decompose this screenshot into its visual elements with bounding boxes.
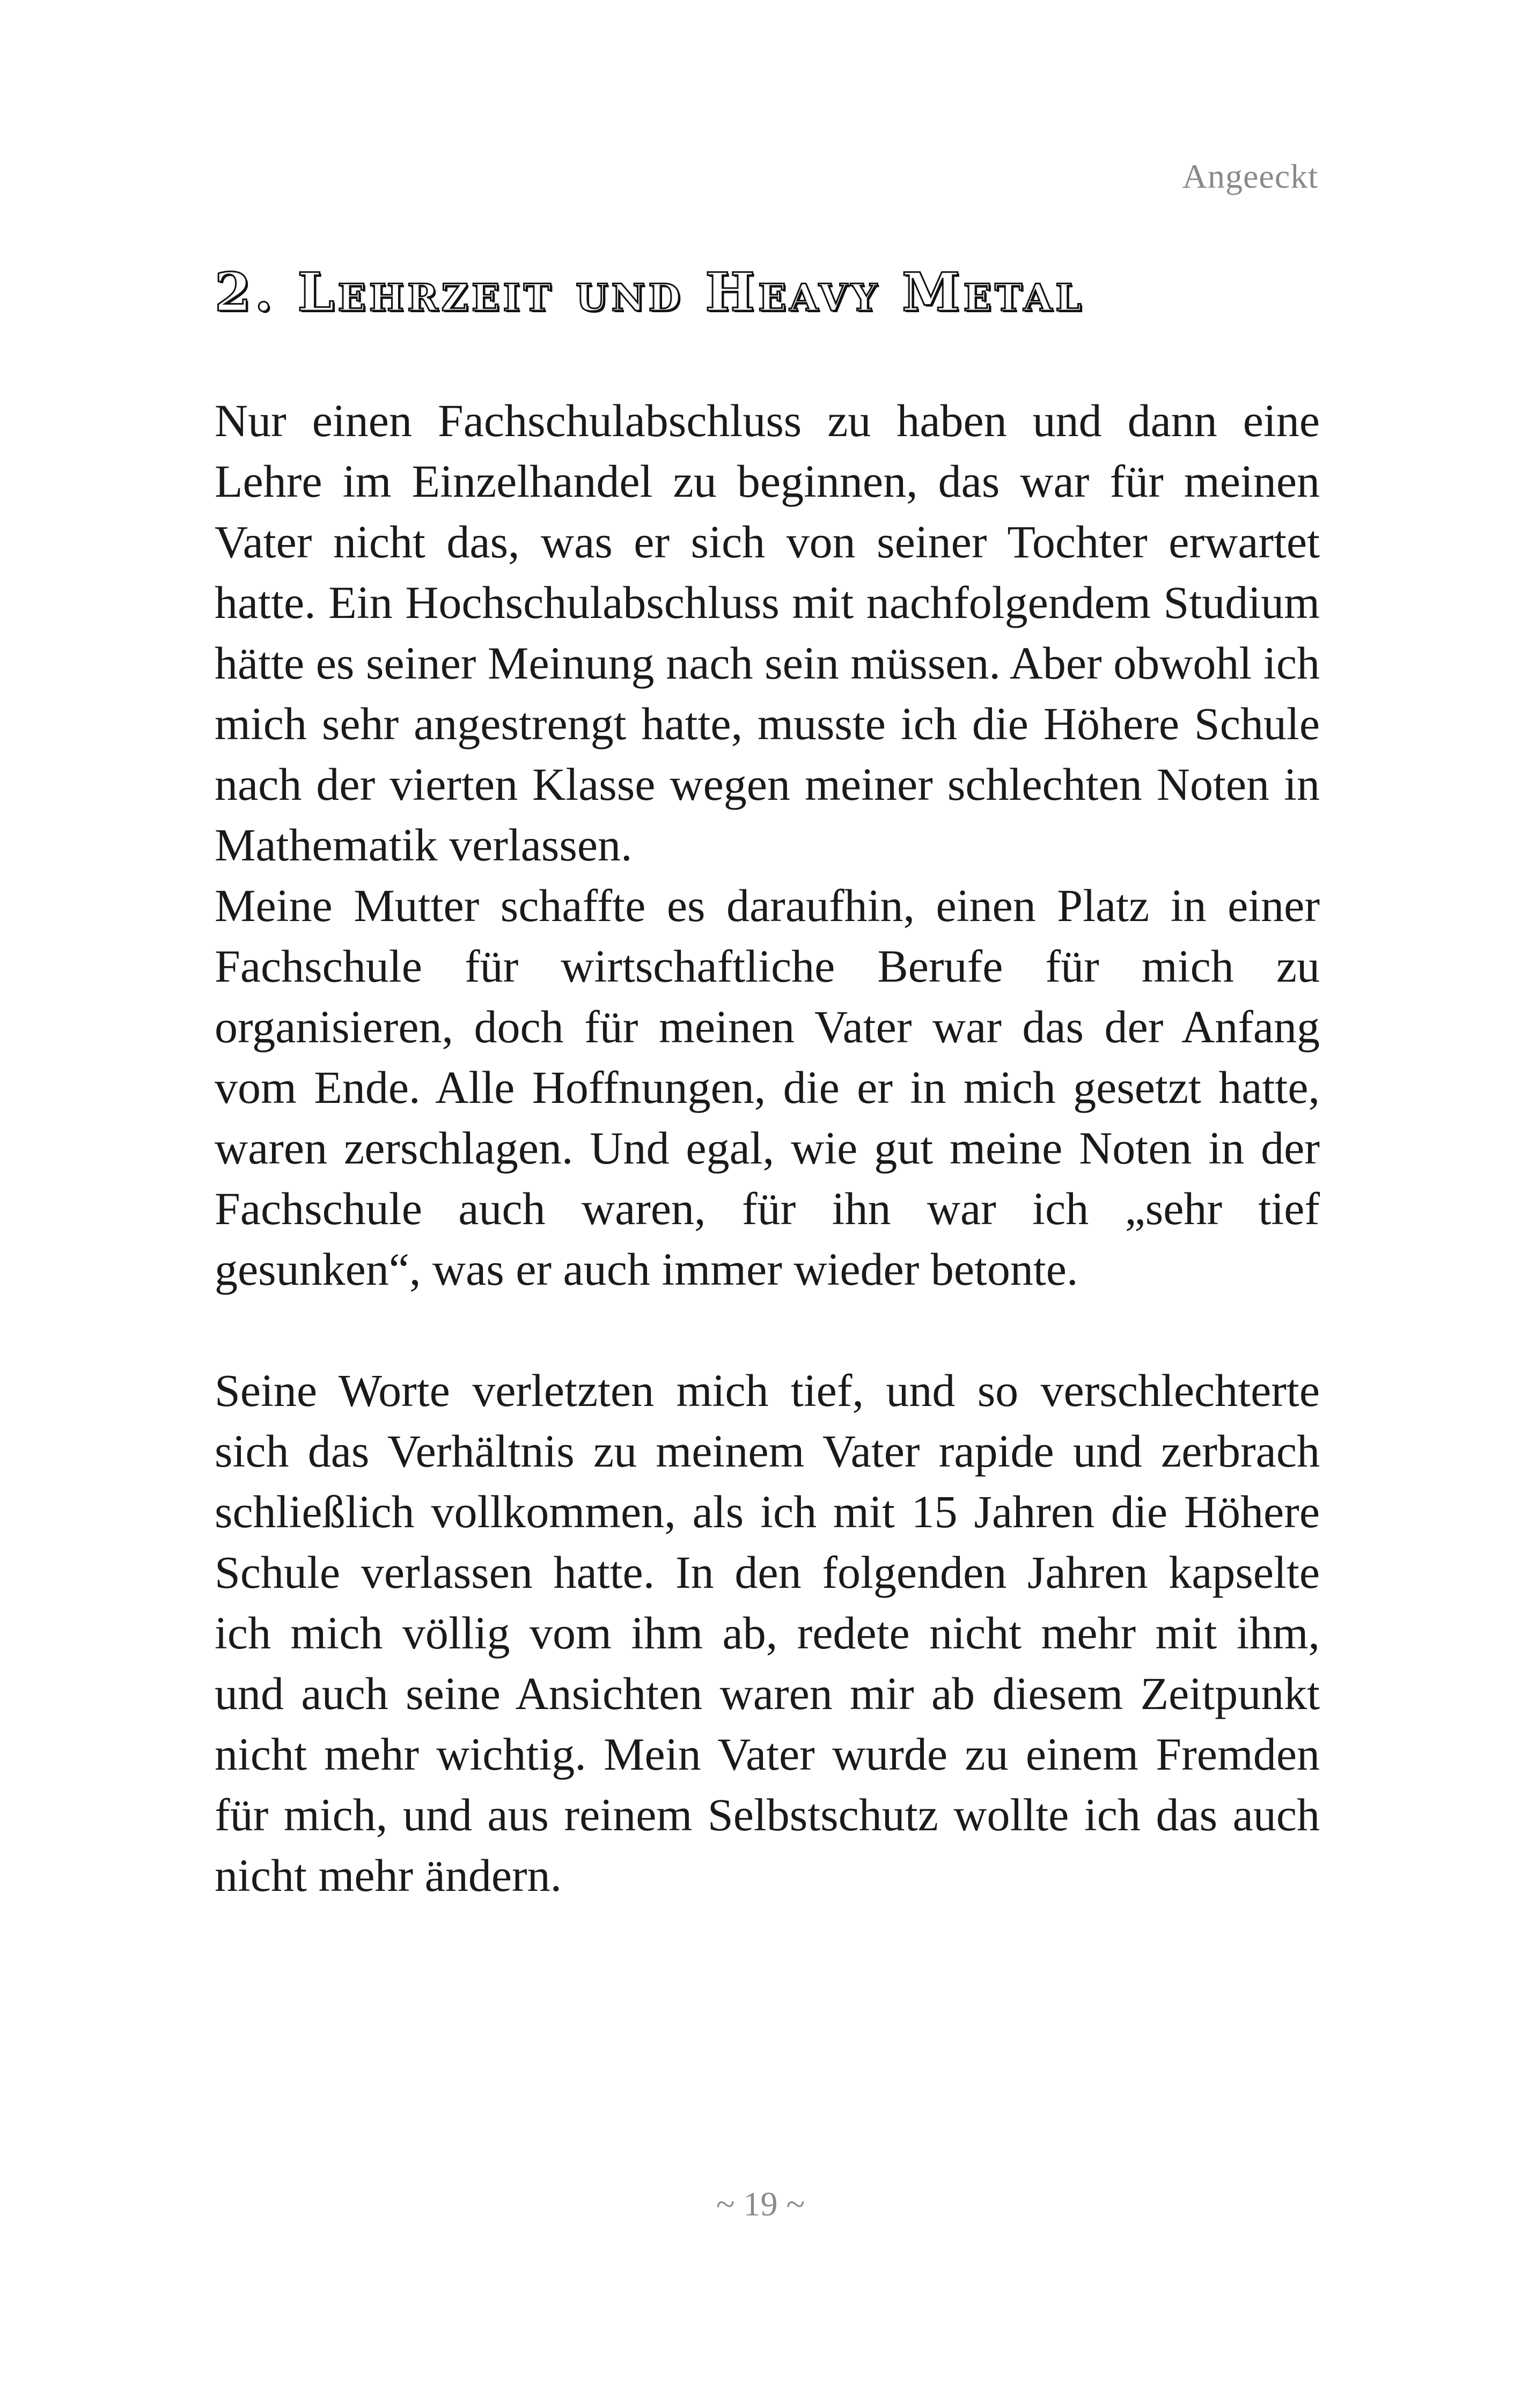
running-header: Angeeckt bbox=[1182, 157, 1318, 195]
page-number: ~ 19 ~ bbox=[716, 2185, 805, 2223]
chapter-title: 2. Lehrzeit und Heavy Metal bbox=[215, 262, 1085, 323]
paragraph: Nur einen Fachschulabschluss zu haben und dann eine Lehre im Einzelhandel zu beginnen, das war für meinen Vater nicht das, was er sich von seiner Tochter erwartet hatte. Ein Hochschulabschluss mit nachfolgendem Studium hätte es seiner Meinung nach sein müssen. Aber obwohl ich mich sehr angestrengt hatte, musste ich die Höhere Schule nach der vierten Klasse wegen meiner schlechten Noten in Mathematik verlassen. bbox=[215, 395, 1320, 871]
paragraph: Meine Mutter schaffte es daraufhin, einen Platz in einer Fachschule für wirtschaftliche Berufe für mich zu organisieren, doch für meinen Vater war das der Anfang vom Ende. Alle Hoffnungen, die er in mich gesetzt hatte, waren zerschlagen. Und egal, wie gut meine Noten in der Fachschule auch waren, für ihn war ich „sehr tief gesunken“, was er auch immer wieder betonte. bbox=[215, 880, 1320, 1295]
chapter-body bbox=[215, 391, 1320, 1906]
paragraph: Seine Worte verletzten mich tief, und so verschlechterte sich das Verhältnis zu meinem Vater rapide und zerbrach schließlich vollkommen, als ich mit 15 Jahren die Höhere Schule verlassen hatte. In den folgenden Jahren kapselte ich mich völlig vom ihm ab, redete nicht mehr mit ihm, und auch seine Ansichten waren mir ab diesem Zeitpunkt nicht mehr wichtig. Mein Vater wurde zu einem Fremden für mich, und aus reinem Selbstschutz wollte ich das auch nicht mehr ändern. bbox=[215, 1365, 1320, 1901]
